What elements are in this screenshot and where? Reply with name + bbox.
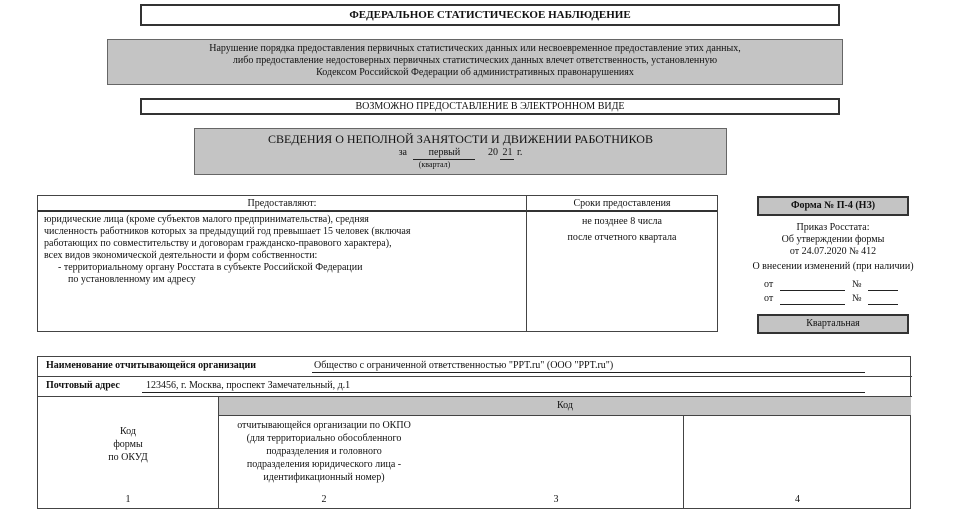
column-number-4: 4 xyxy=(795,494,800,505)
form-number-badge: Форма № П-4 (НЗ) xyxy=(757,196,909,216)
submitters-line: по установленному им адресу xyxy=(68,274,196,285)
legal-warning-line-2: либо предоставление недостоверных первичных статистических данных влечет ответственность, установленную xyxy=(232,55,718,66)
form-header-title: ФЕДЕРАЛЬНОЕ СТАТИСТИЧЕСКОЕ НАБЛЮДЕНИЕ xyxy=(140,4,840,26)
report-period xyxy=(195,147,726,160)
legal-warning-box xyxy=(107,39,843,85)
okud-line: формы xyxy=(113,439,143,450)
column-number-3: 3 xyxy=(553,494,559,505)
submitters-list xyxy=(44,214,524,286)
order-approval: Об утверждении формы xyxy=(781,234,885,245)
submitters-line: всех видов экономической деятельности и форм собственности: xyxy=(44,250,318,261)
year-prefix: 20 xyxy=(487,147,498,158)
org-address-value: 123456, г. Москва, проспект Замечательный, д.1 xyxy=(146,380,351,391)
deadlines-header: Сроки предоставления xyxy=(526,196,717,212)
okpo-line: отчитывающейся организации по ОКПО xyxy=(237,420,411,431)
submitters-table xyxy=(37,195,718,332)
okpo-line: идентификационный номер) xyxy=(263,472,385,483)
changes-from-label-1: от xyxy=(764,279,774,290)
submitters-header: Предоставляют: xyxy=(38,196,526,212)
org-name-label: Наименование отчитывающейся организации xyxy=(46,360,257,371)
report-title: СВЕДЕНИЯ О НЕПОЛНОЙ ЗАНЯТОСТИ И ДВИЖЕНИИ РАБОТНИКОВ xyxy=(268,132,653,146)
submitters-line: юридические лица (кроме субъектов малого предпринимательства), средняя xyxy=(44,214,369,225)
deadline-line: после отчетного квартала xyxy=(567,232,677,243)
period-prefix: за xyxy=(398,147,407,158)
organization-table xyxy=(37,356,911,509)
legal-warning-line-1: Нарушение порядка предоставления первичных статистических данных или несвоевременное предоставление этих данных, xyxy=(209,43,741,54)
order-date: от 24.07.2020 № 412 xyxy=(789,246,877,257)
submitters-line: - территориальному органу Росстата в субъекте Российской Федерации xyxy=(58,262,363,273)
okud-label xyxy=(38,425,218,464)
changes-num-label-2: № xyxy=(852,293,862,304)
year-field: 21 xyxy=(502,147,513,158)
report-title-box xyxy=(194,128,727,175)
okpo-line: подразделения юридического лица - xyxy=(246,459,402,470)
okpo-label xyxy=(219,419,429,484)
changes-from-label-2: от xyxy=(764,293,774,304)
legal-warning-line-3: Кодексом Российской Федерации об административных правонарушениях xyxy=(316,67,634,78)
submitters-line: численность работников которых за предыдущий год превышает 15 человек (включая xyxy=(44,226,411,237)
periodicity-badge: Квартальная xyxy=(757,314,909,334)
okud-line: Код xyxy=(120,426,136,437)
column-number-2: 2 xyxy=(321,494,327,505)
column-number-1: 1 xyxy=(125,494,131,505)
quarter-field: первый xyxy=(413,147,475,160)
okud-line: по ОКУД xyxy=(108,452,148,463)
deadlines-list xyxy=(527,214,717,246)
submitters-line: работающих по совместительству и договорам гражданско-правового характера), xyxy=(44,238,392,249)
deadline-line: не позднее 8 числа xyxy=(582,216,662,227)
okpo-line: подразделения и головного xyxy=(266,446,382,457)
quarter-caption: (квартал) xyxy=(418,160,451,169)
electronic-submission-note: ВОЗМОЖНО ПРЕДОСТАВЛЕНИЕ В ЭЛЕКТРОННОМ ВИДЕ xyxy=(140,98,840,115)
changes-num-label-1: № xyxy=(852,279,862,290)
code-header: Код xyxy=(219,397,911,416)
org-name-value: Общество с ограниченной ответственностью "PPT.ru" (ООО "PPT.ru") xyxy=(314,360,614,371)
order-title: Приказ Росстата: xyxy=(796,222,870,233)
year-label: г. xyxy=(516,147,523,158)
order-changes: О внесении изменений (при наличии) xyxy=(752,261,914,272)
org-address-label: Почтовый адрес xyxy=(46,380,120,391)
order-info xyxy=(740,222,926,273)
okpo-line: (для территориально обособленного xyxy=(246,433,402,444)
